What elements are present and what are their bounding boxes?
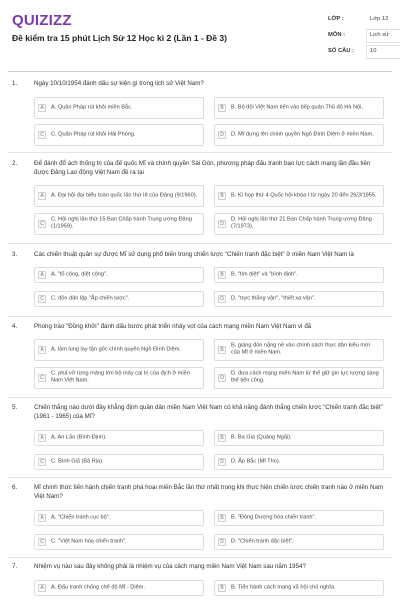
option-letter: C bbox=[38, 220, 46, 228]
option-text: A. "tố cộng, diệt cộng". bbox=[51, 271, 108, 278]
answer-option[interactable] bbox=[214, 213, 384, 235]
answer-option[interactable] bbox=[34, 454, 204, 470]
answer-option[interactable] bbox=[34, 534, 204, 550]
answer-option[interactable] bbox=[34, 580, 204, 596]
answer-option[interactable] bbox=[214, 291, 384, 307]
option-text: B. Bộ đội Việt Nam tiến vào tiếp quản Thủ đô Hà Nội. bbox=[231, 104, 363, 111]
option-letter: D bbox=[218, 538, 226, 546]
option-text: C. "Việt Nam hóa chiến tranh". bbox=[51, 538, 127, 545]
class-value: Lớp 12 bbox=[370, 16, 389, 22]
answer-option[interactable] bbox=[34, 430, 204, 446]
option-letter: A bbox=[38, 514, 46, 522]
question-divider bbox=[8, 477, 392, 478]
count-value: 10 bbox=[370, 48, 377, 54]
option-letter: A bbox=[38, 584, 46, 592]
question-divider bbox=[8, 316, 392, 317]
question-divider bbox=[8, 557, 392, 558]
option-letter: C bbox=[38, 458, 46, 466]
option-text: A. Quân Pháp rút khỏi miền Bắc. bbox=[51, 104, 133, 111]
question-divider bbox=[8, 243, 392, 244]
answer-option[interactable] bbox=[214, 267, 384, 283]
option-text: C. Bình Giã (Bà Rịa). bbox=[51, 458, 104, 465]
option-text: B. Tiến hành cách mạng xã hội chủ nghĩa. bbox=[231, 584, 336, 591]
answer-option[interactable] bbox=[34, 291, 204, 307]
question-divider bbox=[8, 152, 392, 153]
option-letter: C bbox=[38, 538, 46, 546]
answer-option[interactable] bbox=[214, 97, 384, 119]
option-letter: B bbox=[218, 434, 226, 442]
option-letter: A bbox=[38, 271, 46, 279]
answer-option[interactable] bbox=[214, 124, 384, 146]
option-text: A. làm lung lay tận gốc chính quyền Ngô Đình Diệm. bbox=[51, 346, 181, 353]
option-text: D. Ấp Bắc (Mĩ Tho). bbox=[231, 458, 281, 465]
answer-option[interactable] bbox=[34, 185, 204, 207]
question-number: 3. bbox=[12, 251, 18, 258]
answer-option[interactable] bbox=[34, 267, 204, 283]
option-text: B. Kì họp thứ 4 Quốc hội khóa I từ ngày 20 đến 26/3/1955. bbox=[231, 192, 377, 199]
question-text: Nhiệm vụ nào sau đây không phải là nhiệm vụ của cách mạng miền Nam Việt Nam sau năm 1954? bbox=[34, 563, 306, 570]
option-text: A. Đấu tranh chống chế độ Mĩ - Diệm. bbox=[51, 584, 145, 591]
class-label: LỚP : bbox=[328, 16, 344, 22]
answer-option[interactable] bbox=[34, 367, 204, 389]
option-text: B. Ba Gia (Quảng Ngãi). bbox=[231, 434, 292, 441]
answer-option[interactable] bbox=[214, 367, 384, 389]
meta-count bbox=[326, 44, 400, 60]
exam-title: Đề kiểm tra 15 phút Lịch Sử 12 Học kì 2 (Lần 1 - Đề 3) bbox=[12, 33, 227, 43]
meta-class bbox=[326, 12, 400, 28]
option-text: A. Đại hội đại biểu toàn quốc lần thứ III của Đảng (9/1960). bbox=[51, 192, 198, 199]
answer-option[interactable] bbox=[214, 430, 384, 446]
answer-option[interactable] bbox=[34, 339, 204, 361]
option-letter: B bbox=[218, 271, 226, 279]
option-letter: D bbox=[218, 295, 226, 303]
answer-option[interactable] bbox=[34, 213, 204, 235]
option-text: A. An Lão (Bình Định). bbox=[51, 434, 107, 441]
question-divider bbox=[8, 397, 392, 398]
option-text: C. phá vỡ từng mảng lớn bộ máy cai trị của địch ở miền Nam Việt Nam. bbox=[51, 370, 190, 384]
option-letter: C bbox=[38, 131, 46, 139]
answer-option[interactable] bbox=[214, 454, 384, 470]
question-text: Các chiến thuật quân sự được Mĩ sử dụng phổ biến trong chiến lược "Chiến tranh đặc biệt" ở miền Nam Việt Nam là bbox=[34, 251, 354, 258]
question-number: 4. bbox=[12, 323, 18, 330]
subject-label: MÔN : bbox=[328, 32, 346, 38]
answer-option[interactable] bbox=[34, 510, 204, 526]
question-number: 1. bbox=[12, 80, 18, 87]
option-letter: B bbox=[218, 192, 226, 200]
answer-option[interactable] bbox=[214, 339, 384, 361]
question-number: 6. bbox=[12, 484, 18, 491]
option-letter: A bbox=[38, 434, 46, 442]
option-letter: B bbox=[218, 514, 226, 522]
option-text: B. "tìm diệt" và "bình định". bbox=[231, 271, 298, 278]
answer-option[interactable] bbox=[34, 124, 204, 146]
answer-option[interactable] bbox=[214, 185, 384, 207]
worksheet-header bbox=[8, 0, 392, 72]
option-letter: B bbox=[218, 584, 226, 592]
meta-subject bbox=[326, 28, 400, 44]
count-label: SỐ CÂU : bbox=[328, 48, 355, 54]
option-text: D. "trực thăng vận", "thiết xa vận". bbox=[231, 295, 316, 302]
subject-value: Lịch sử bbox=[370, 32, 390, 38]
option-letter: D bbox=[218, 374, 226, 382]
answer-option[interactable] bbox=[214, 510, 384, 526]
option-letter: A bbox=[38, 192, 46, 200]
question-text: Ngày 10/10/1954 đánh dấu sự kiện gì trong lịch sử Việt Nam? bbox=[34, 80, 204, 87]
option-text: B. "Đông Dương hóa chiến tranh". bbox=[231, 514, 317, 521]
option-letter: D bbox=[218, 131, 226, 139]
quizizz-logo: QUIZIZZ bbox=[12, 12, 72, 29]
option-letter: C bbox=[38, 295, 46, 303]
option-text: D. Mĩ dựng lên chính quyền Ngô Đình Diệm ở miền Nam. bbox=[231, 131, 374, 138]
answer-option[interactable] bbox=[214, 534, 384, 550]
option-letter: B bbox=[218, 104, 226, 112]
question-text: Phong trào "Đồng khởi" đánh dấu bước phát triển nhảy vọt của cách mạng miền Nam Việt Nam vì đã bbox=[34, 323, 312, 330]
option-letter: D bbox=[218, 458, 226, 466]
option-text: B. giáng đòn nặng nề vào chính sách thực dân kiểu mới của Mĩ ở miền Nam. bbox=[231, 342, 370, 356]
option-letter: D bbox=[218, 220, 226, 228]
option-text: C. Quân Pháp rút khỏi Hải Phòng. bbox=[51, 131, 136, 138]
option-text: D. "Chiến tranh đặc biệt". bbox=[231, 538, 294, 545]
question-number: 7. bbox=[12, 563, 18, 570]
option-text: C. Hội nghị lần thứ 15 Ban Chấp hành Trung ương Đảng (1/1959). bbox=[51, 216, 192, 230]
option-text: C. dồn dân lập "Ấp chiến lược". bbox=[51, 295, 130, 302]
option-text: D. Hội nghị lần thứ 21 Ban Chấp hành Trung ương Đảng (7/1973). bbox=[231, 216, 372, 230]
answer-option[interactable] bbox=[34, 97, 204, 119]
question-number: 5. bbox=[12, 404, 18, 411]
option-letter: A bbox=[38, 346, 46, 354]
option-text: D. đưa cách mạng miền Nam từ thế giữ gìn lực lượng sang thế tiến công. bbox=[231, 370, 379, 384]
option-text: A. "Chiến tranh cục bộ". bbox=[51, 514, 111, 521]
option-letter: A bbox=[38, 104, 46, 112]
question-text: Để đánh đổ ách thống trị của đế quốc Mĩ và chính quyền Sài Gòn, phương pháp đấu tranh bạo lực cách mạng lần đầu tiên được Đảng Lao động Việt Nam đề ra tại bbox=[34, 160, 371, 176]
option-letter: C bbox=[38, 374, 46, 382]
question-text: Chiến thắng nào dưới đây khẳng định quân dân miền Nam Việt Nam có khả năng đánh thắng chiến lược "Chiến tranh đặc biệt" (1961 - 1965) của Mĩ? bbox=[34, 404, 383, 420]
question-text: Mĩ chính thức tiến hành chiến tranh phá hoại miền Bắc lần thứ nhất trong khi thực hiện chiến lược chiến tranh nào ở miền Nam Việt Nam? bbox=[34, 484, 384, 500]
option-letter: B bbox=[218, 346, 226, 354]
answer-option[interactable] bbox=[214, 580, 384, 596]
question-number: 2. bbox=[12, 160, 18, 167]
meta-box bbox=[326, 12, 400, 60]
